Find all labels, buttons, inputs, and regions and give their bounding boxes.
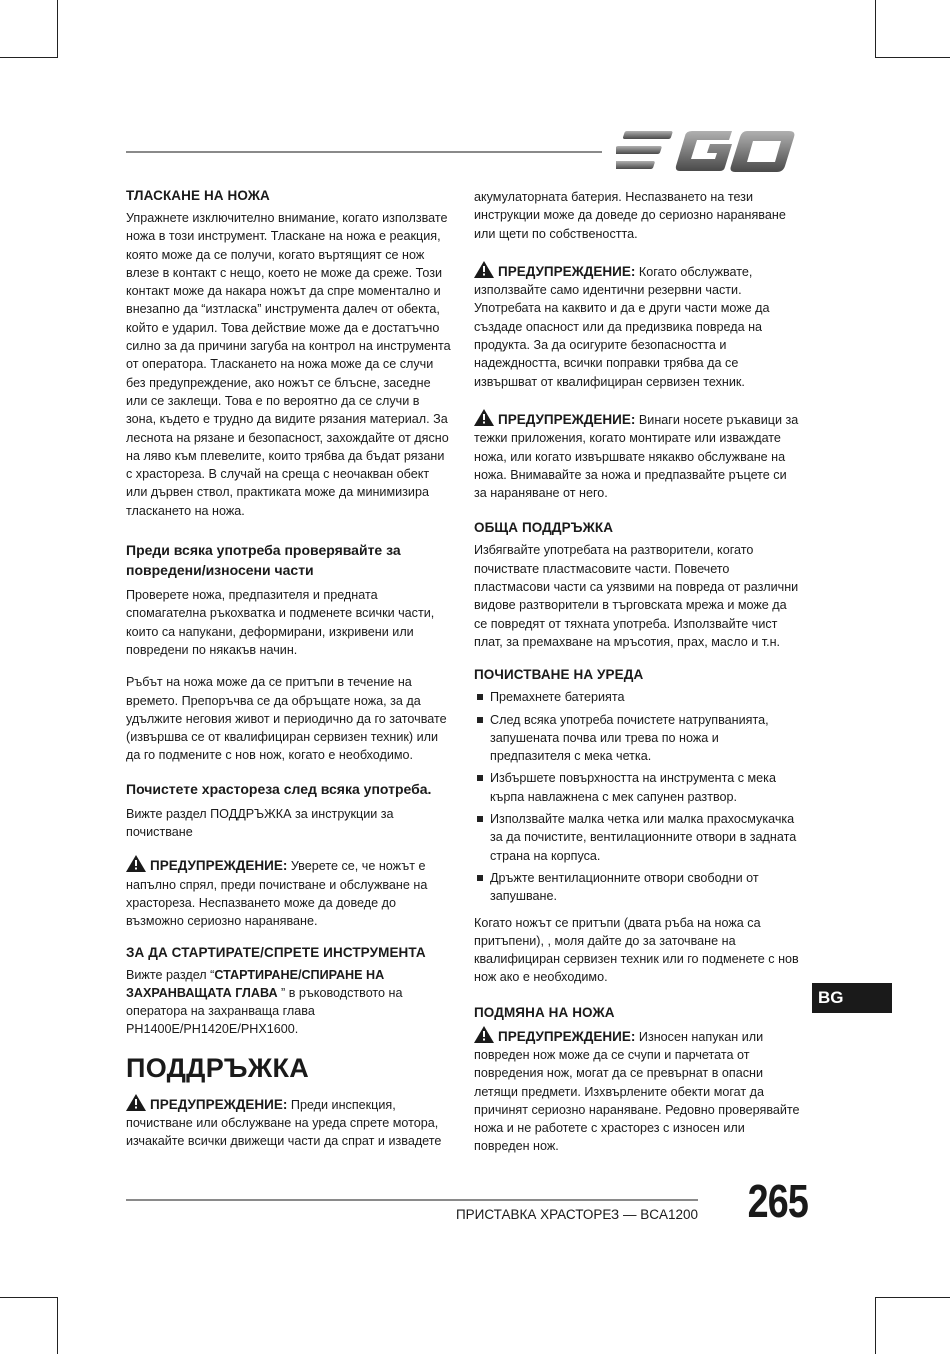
language-tab: BG	[812, 983, 892, 1013]
general-body: Избягвайте употребата на разтворители, когато почиствате пластмасовите части. Повечето пластмасови части са уязвими на повреда от различни видове разтворители в търговската мрежа и може да се повредят от тяхната употреба. Използвайте чист плат, за премахване на мръсотия, прах, масло и т.н.	[474, 543, 799, 649]
list-item: Избършете повърхността на инструмента с мека кърпа навлажнена с мек сапунен разтвор.	[474, 769, 800, 806]
start-stop-bold: СТАРТИРАНЕ/СПИРАНЕ НА ЗАХРАНВАЩАТА ГЛАВА	[126, 967, 385, 1000]
crop-mark	[0, 1297, 58, 1298]
warning-icon	[474, 261, 494, 278]
section-title-start-stop: ЗА ДА СТАРТИРАТЕ/СПРЕТЕ ИНСТРУМЕНТА	[126, 944, 426, 960]
crop-mark	[875, 1297, 950, 1298]
header-rule	[126, 151, 602, 153]
warning-icon	[474, 1026, 494, 1043]
section-title-kickback: ТЛАСКАНЕ НА НОЖА	[126, 188, 270, 203]
footer-title: ПРИСТАВКА ХРАСТОРЕЗ — BCA1200	[455, 1207, 698, 1222]
section-title-inspect: Преди всяка употреба проверявайте за повредени/износени части	[126, 542, 401, 579]
continued-text: акумулаторната батерия. Неспазването на тези инструкции може да доведе до сериозно нараняване или щети по собствеността.	[474, 190, 786, 241]
start-stop-body	[126, 966, 452, 1039]
kickback-body: Упражнете изключително внимание, когато използвате ножа в този инструмент. Тласкане на ножа е реакция, която може да се получи, когато въртящият се нож влезе в контакт с нещо, което не може да среже. Този контакт може да накара ножът да спре моментално и внезапно да “изтласка” инструмента далеч от обекта, който е ударил. Това действие може да е достатъчно силно за да причини загуба на контрол на инструмента от оператора. Тласкането на ножа може да се случи без предупреждение, ако ножът се блъсне, заседне или се заклещи. Това е по вероятно да се случи в зона, където е трудно да видите рязания материал. За леснота на рязане и безопасност, захождайте от дясно на ляво към плевелите, които трябва да бъдат рязани с храстореза. В случай на среща с неочакван обект или дървен ствол, практиката може да минимизира тласкането на ножа.	[126, 211, 451, 518]
start-stop-post: ” в ръководството на оператора на захранваща глава PH1400E/PH1420E/PHX1600.	[126, 985, 403, 1037]
warning-5	[474, 1026, 800, 1156]
warning-text: Преди инспекция, почистване или обслужване на уреда спрете мотора, изчакайте всички движещи части да спрат и извадете	[126, 1097, 442, 1149]
inspect-body-1: Проверете ножа, предпазителя и предната спомагателна ръкохватка и подменете всички части, които са напукани, деформирани, изкривени или повредени по някакъв начин.	[126, 588, 435, 657]
page-number: 265	[747, 1175, 809, 1227]
crop-mark	[875, 0, 876, 58]
warning-label: ПРЕДУПРЕЖДЕНИЕ:	[150, 1096, 288, 1112]
right-column	[474, 188, 800, 1170]
cleaning-list	[474, 688, 800, 905]
warning-2	[126, 1094, 452, 1151]
warning-label: ПРЕДУПРЕЖДЕНИЕ:	[498, 1028, 636, 1044]
section-title-cleaning: ПОЧИСТВАНЕ НА УРЕДА	[474, 667, 644, 683]
warning-icon	[474, 409, 494, 426]
clean-body: Вижте раздел ПОДДРЪЖКА за инструкции за почистване	[126, 806, 394, 840]
section-title-general: ОБЩА ПОДДРЪЖКА	[474, 520, 614, 536]
list-item: Използвайте малка четка или малка прахосмукачка за да почистите, вентилационните отвори в задната страна на корпуса.	[474, 810, 800, 865]
crop-mark	[875, 57, 950, 58]
start-stop-pre: Вижте раздел “	[126, 967, 215, 982]
crop-mark	[57, 0, 58, 58]
crop-mark	[875, 1297, 876, 1354]
warning-text: Уверете се, че ножът е напълно спрял, преди почистване и обслужване на храстореза. Неспазването може да доведе до възможно сериозно нараняване.	[126, 859, 428, 929]
left-column	[126, 188, 452, 1165]
inspect-body-2: Ръбът на ножа може да се притъпи в течение на времето. Препоръчва се да обръщате ножа, за да удължите неговия живот и периодично да го заточвате (извършва се от квалифициран сервизен техник) или да го подмените с нов нож, когато е необходимо.	[126, 675, 447, 763]
crop-mark	[57, 1297, 58, 1354]
warning-text: Винаги носете ръкавици за тежки приложения, когато монтирате или изваждате ножа, или когато извършвате някакво обслужване на ножа. Внимавайте за ножа и предпазвайте ръцете си за нараняване от него.	[474, 412, 799, 501]
warning-label: ПРЕДУПРЕЖДЕНИЕ:	[498, 263, 636, 279]
ego-logo	[616, 128, 800, 172]
crop-mark	[0, 57, 58, 58]
warning-4	[474, 409, 800, 502]
footer-rule	[126, 1199, 698, 1201]
warning-text: Когато обслужвате, използвайте само идентични резервни части. Употребата на каквито и да е други части може да създаде опасност или да предизвика повреда на продукта. За да осигурите безопасността и надеждността, всички поправки трябва да се извършват от квалифициран сервизен техник.	[474, 264, 770, 389]
warning-1	[126, 855, 452, 930]
list-item: Премахнете батерията	[474, 688, 800, 706]
section-title-replace: ПОДМЯНА НА НОЖА	[474, 1004, 615, 1020]
section-title-clean: Почистете храстореза след всяка употреба.	[126, 780, 432, 797]
warning-icon	[126, 1094, 146, 1111]
warning-text: Износен напукан или повреден нож може да се счупи и парчетата от повредения нож, могат да се превърнат в опасни летящи предмети. Изхвърлените обекти могат да причинят сериозно нараняване. Редовно проверявайте ножа и не работете с храсторез с износен или повреден нож.	[474, 1029, 800, 1154]
warning-label: ПРЕДУПРЕЖДЕНИЕ:	[498, 411, 636, 427]
warning-label: ПРЕДУПРЕЖДЕНИЕ:	[150, 858, 288, 874]
list-item: Дръжте вентилационните отвори свободни от запушване.	[474, 869, 800, 906]
warning-3	[474, 261, 800, 391]
warning-icon	[126, 855, 146, 872]
list-item: След всяка употреба почистете натрупванията, запушената почва или трева по ножа и предпазителя с мека четка.	[474, 711, 800, 766]
maintenance-title: ПОДДРЪЖКА	[126, 1052, 310, 1083]
cleaning-body: Когато ножът се притъпи (двата ръба на ножа са притъпени), , моля дайте до за заточване на квалифициран сервизен техник или го подменете с нов нож ако е необходимо.	[474, 915, 799, 985]
